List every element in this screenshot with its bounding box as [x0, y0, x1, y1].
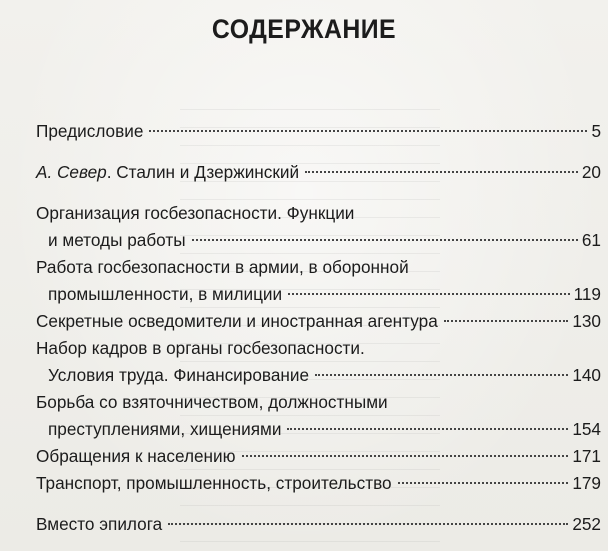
page-title: СОДЕРЖАНИЕ [211, 14, 397, 44]
toc-entry-title-line: Условия труда. Финансирование [48, 365, 310, 385]
dot-leader [242, 455, 569, 457]
toc-page-number: 130 [572, 311, 601, 331]
toc-entry-informants [36, 308, 601, 335]
toc-entry-title: А. Север. Сталин и Дзержинский [36, 162, 300, 182]
toc-entry-organization [36, 200, 601, 254]
toc-page-number: 61 [581, 230, 601, 250]
toc-page-number: 119 [573, 284, 601, 304]
dot-leader [287, 428, 568, 430]
toc-entry-recruitment [36, 335, 601, 389]
toc-entry-title: Вместо эпилога [36, 514, 163, 534]
toc-entry-title-line: Работа госбезопасности в армии, в оборонной [36, 257, 409, 277]
toc-entry-title-line: промышленности, в милиции [48, 284, 283, 304]
toc-entry-army [36, 254, 601, 308]
toc-entry-title: Предисловие [36, 121, 144, 141]
toc-entry-title-line: преступлениями, хищениями [48, 419, 282, 439]
toc-page-number: 140 [572, 365, 601, 385]
dot-leader [305, 171, 578, 173]
dot-leader [192, 239, 578, 241]
toc-entry-title: Секретные осведомители и иностранная агентура [36, 311, 438, 331]
toc-page-number: 20 [581, 162, 601, 182]
toc-entry-title-line: и методы работы [48, 230, 186, 250]
toc-entry-title-line: Борьба со взяточничеством, должностными [36, 392, 388, 412]
dot-leader [444, 320, 569, 322]
toc-entry-author: А. Север [36, 162, 107, 182]
toc-page-number: 154 [572, 419, 601, 439]
table-of-contents [36, 118, 601, 538]
toc-entry-title-line: Организация госбезопасности. Функции [36, 203, 355, 223]
toc-entry-title: Обращения к населению [36, 446, 236, 466]
toc-page-number: 5 [591, 121, 601, 141]
toc-page-number: 171 [572, 446, 601, 466]
toc-entry-transport [36, 470, 601, 497]
dot-leader [398, 482, 569, 484]
toc-entry-epilogue [36, 511, 601, 538]
dot-leader [168, 523, 568, 525]
toc-page-number: 252 [572, 514, 601, 534]
toc-entry-title: Транспорт, промышленность, строительство [36, 473, 392, 493]
toc-entry-bribery [36, 389, 601, 443]
toc-entry-preface [36, 118, 601, 145]
toc-entry-stalin-dzerzhinsky [36, 159, 601, 186]
dot-leader [149, 130, 587, 132]
toc-entry-title-line: Набор кадров в органы госбезопасности. [36, 338, 365, 358]
toc-page-number: 179 [572, 473, 601, 493]
dot-leader [315, 374, 568, 376]
dot-leader [288, 293, 569, 295]
toc-entry-appeals [36, 443, 601, 470]
